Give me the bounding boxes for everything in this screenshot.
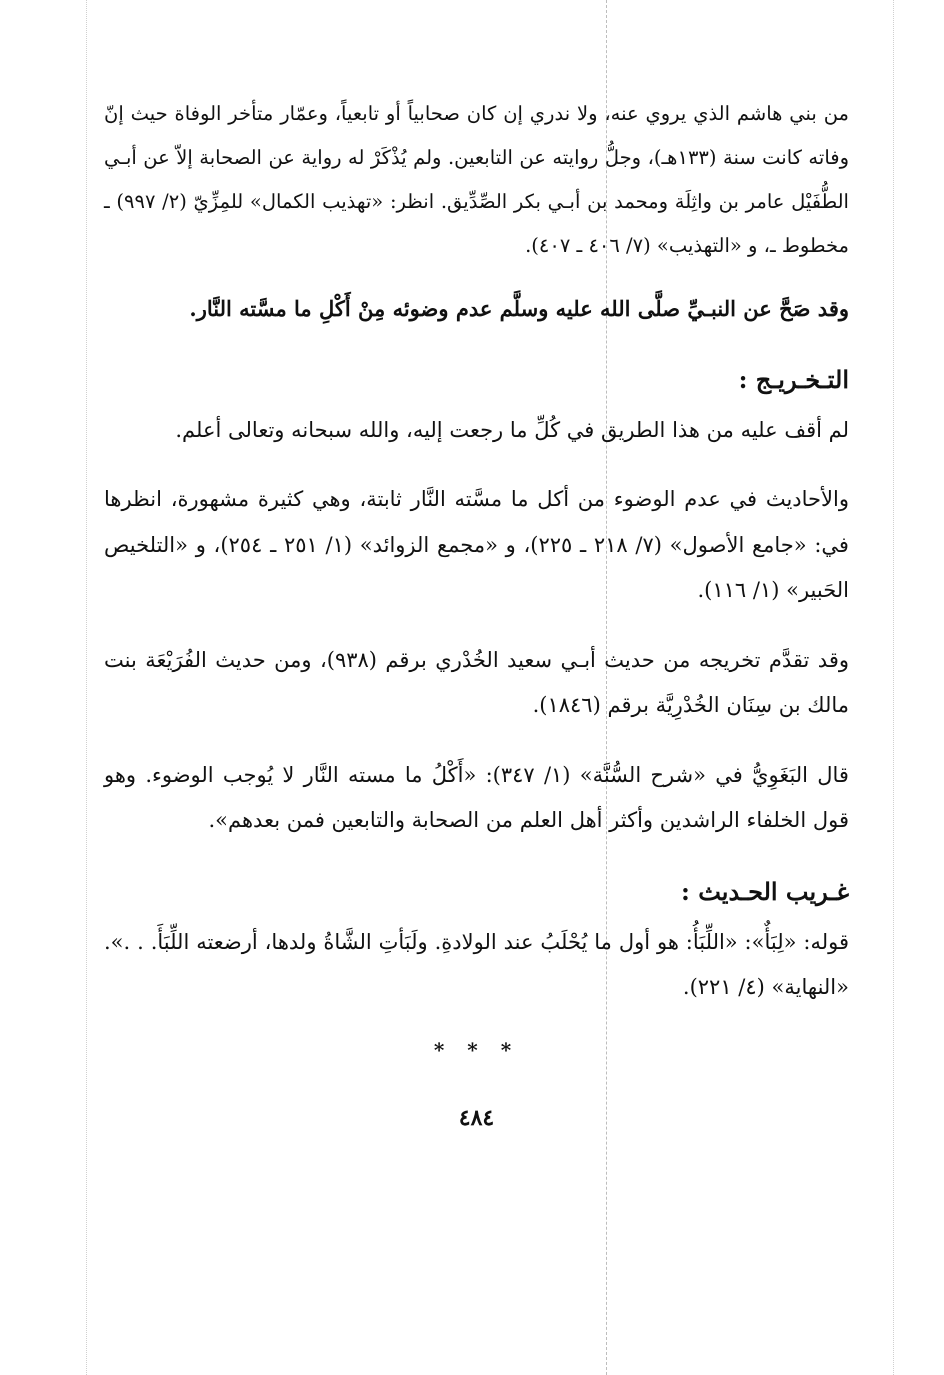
takhrij-paragraph-2: والأحاديث في عدم الوضوء من أكل ما مسَّته النَّار ثابتة، وهي كثيرة مشهورة، انظرها في: «جامع الأصول» (٧/ ٢١٨ ـ ٢٢٥)، و «مجمع الزوائد» (١/ ٢٥١ ـ ٢٥٤)، و «التلخيص الحَبير» (١/ ١١٦). [104, 487, 849, 602]
book-page [104, 92, 849, 1133]
scan-edge-line-right [893, 0, 894, 1375]
section-separator: * * * [433, 1037, 520, 1062]
page-number: ٤٨٤ [458, 1104, 495, 1131]
takhrij-heading: التـخـريـج : [738, 364, 849, 394]
gharib-heading: غـريب الحـديث : [681, 876, 849, 906]
takhrij-paragraph-3: وقد تقدَّم تخريجه من حديث أبـي سعيد الخُدْري برقم (٩٣٨)، ومن حديث الفُرَيْعَة بنت مالك بن سِنَان الخُدْرِيَّة برقم (١٨٤٦). [104, 647, 850, 717]
takhrij-paragraph-4: قال البَغَوِيُّ في «شرح السُّنَّة» (١/ ٣٤٧): «أَكْلُ ما مسته النَّار لا يُوجب الوضوء. وهو قول الخلفاء الراشدين وأكثر أهل العلم من الصحابة والتابعين فمن بعدهم». [104, 762, 849, 832]
takhrij-paragraph-1: لم أقف عليه من هذا الطريق في كُلِّ ما رجعت إليه، والله سبحانه وتعالى أعلم. [175, 417, 849, 442]
gharib-paragraph: قوله: «لِبَأٌ»: «اللِّبَأُ: هو أول ما يُحْلَبُ عند الولادةِ. ولَبَأتِ الشَّاةُ ولدها، أرضعته اللِّبَأَ. . .». «النهاية» (٤/ ٢٢١). [104, 929, 849, 999]
main-statement: وقد صَحَّ عن النبـيِّ صلَّى الله عليه وسلَّم عدم وضوئه مِنْ أَكْلِ ما مسَّته النَّار. [189, 296, 849, 321]
footnote-paragraph: من بني هاشم الذي يروي عنه، ولا ندري إن كان صحابياً أو تابعياً، وعمّار متأخر الوفاة حيث إنّ وفاته كانت سنة (١٣٣هـ)، وجلُّ روايته عن التابعين. ولم يُذْكَرْ له رواية عن الصحابة إلاّ عن أبـي الطُّفَيْل عامر بن واثِلَة ومحمد بن أبـي بكر الصِّدِّيق. انظر: «تهذيب الكمال» للمِزِّيّ (٢/ ٩٩٧) ـ مخطوط ـ، و «التهذيب» (٧/ ٤٠٦ ـ ٤٠٧). [104, 102, 849, 257]
scan-edge-line-left [86, 0, 87, 1375]
